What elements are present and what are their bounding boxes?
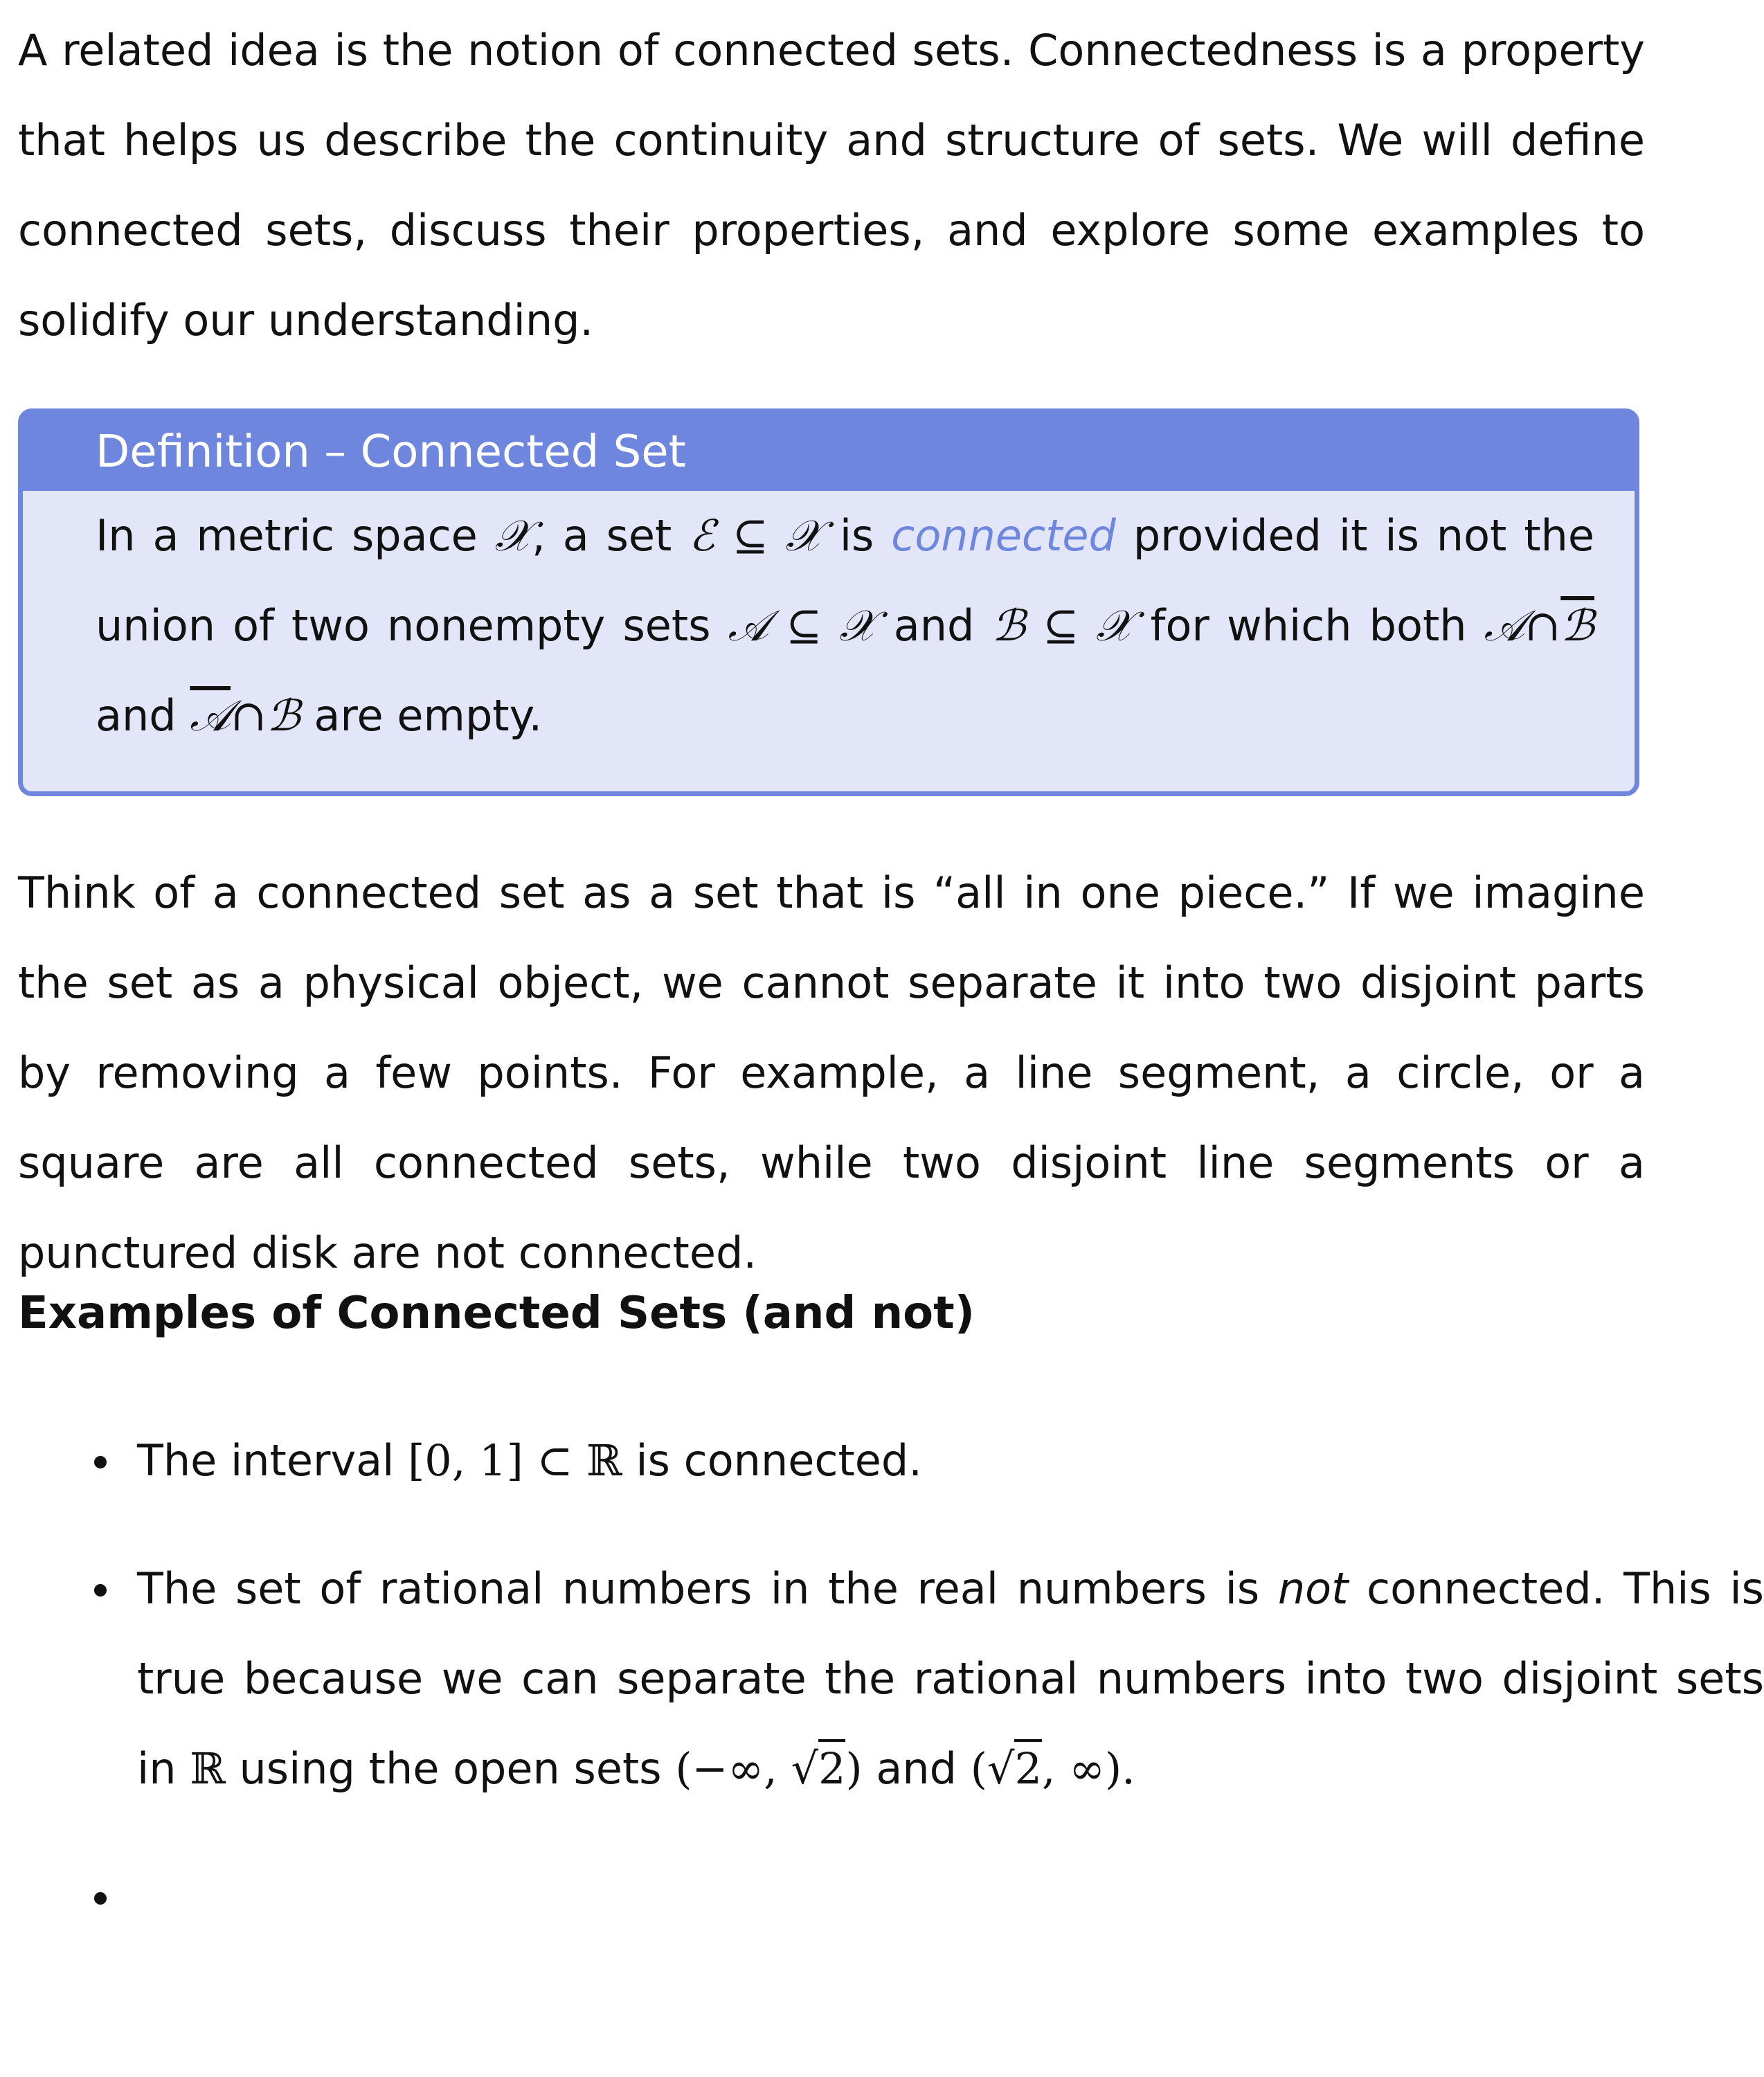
math-subseteq: ⊆ (714, 510, 786, 561)
math-open-set-1 (675, 1739, 862, 1794)
def-text-6: for which both (1133, 600, 1484, 651)
math-open-set-2 (971, 1739, 1135, 1794)
def-text-7: and (96, 690, 190, 741)
math-X: 𝒳 (839, 600, 876, 651)
intro-paragraph: A related idea is the notion of connected sets. Connectedness is a property that helps us describe the continuity and structure of sets. We will define connected sets, discuss their properties, and explore some examples to solidify our understanding. (18, 25, 1645, 345)
bullet-icon (94, 1456, 107, 1468)
item-text: The interval (137, 1435, 408, 1486)
def-text-3: is (822, 510, 892, 561)
def-text-5: and (876, 600, 992, 651)
math-cap: ∩ (1524, 600, 1561, 651)
definition-keyword: connected (891, 510, 1116, 561)
item-text: connected. This is true because we can separate the rational numbers into two disjoint sets in (137, 1563, 1764, 1794)
math-open-set-1-start: (−∞, √ (675, 1743, 819, 1794)
list-item (18, 1416, 1764, 1506)
definition-body (96, 491, 1594, 761)
bullet-icon (94, 1892, 107, 1905)
math-E: ℰ (689, 510, 715, 561)
def-text-2: , a set (532, 510, 690, 561)
math-X: 𝒳 (785, 510, 822, 561)
math-sqrt-arg: 2 (818, 1739, 845, 1794)
math-R: ℝ (190, 1743, 226, 1794)
definition-title: Definition – Connected Set (23, 413, 1635, 491)
math-open-set-2-start: (√ (970, 1743, 1015, 1794)
math-X: 𝒳 (494, 510, 532, 561)
item-text: The set of rational numbers in the real numbers is (137, 1563, 1278, 1614)
item-text: is connected. (622, 1435, 922, 1486)
explanation-paragraph: Think of a connected set as a set that is “all in one piece.” If we imagine the set as a physical object, we cannot separate it into two disjoint parts by removing a few points. For example, a line segment, a circle, or a square are all connected sets, while two disjoint line segments or a punctured disk are not connected. (18, 867, 1645, 1278)
math-open-set-1-end: ) (845, 1743, 863, 1794)
math-B: ℬ (991, 600, 1026, 651)
math-B: ℬ (266, 690, 300, 741)
math-subseteq: ⊆ (1025, 600, 1097, 651)
math-open-set-2-end: , ∞). (1041, 1743, 1135, 1794)
math-interval: [0, 1] ⊂ ℝ (408, 1435, 622, 1486)
math-cap: ∩ (231, 690, 267, 741)
math-A-closure: 𝒜 (190, 690, 231, 741)
math-A: 𝒜 (728, 600, 769, 651)
def-text-8: are empty. (300, 690, 543, 741)
item-emphasis: not (1277, 1563, 1349, 1614)
def-text-1: In a metric space (96, 510, 495, 561)
list-item (18, 1852, 1764, 1942)
item-text: using the open sets (225, 1743, 676, 1794)
list-item (18, 1544, 1764, 1814)
section-heading: Examples of Connected Sets (and not) (18, 1288, 975, 1339)
math-B-closure: ℬ (1560, 600, 1594, 651)
math-A: 𝒜 (1484, 600, 1525, 651)
def-text-4: provided it is not the union of two nonempty sets (96, 510, 1594, 651)
definition-box (18, 408, 1639, 796)
math-subseteq: ⊆ (768, 600, 840, 651)
math-X: 𝒳 (1096, 600, 1133, 651)
math-sqrt-arg: 2 (1014, 1739, 1041, 1794)
bullet-icon (94, 1584, 107, 1597)
item-text: and (862, 1743, 971, 1794)
